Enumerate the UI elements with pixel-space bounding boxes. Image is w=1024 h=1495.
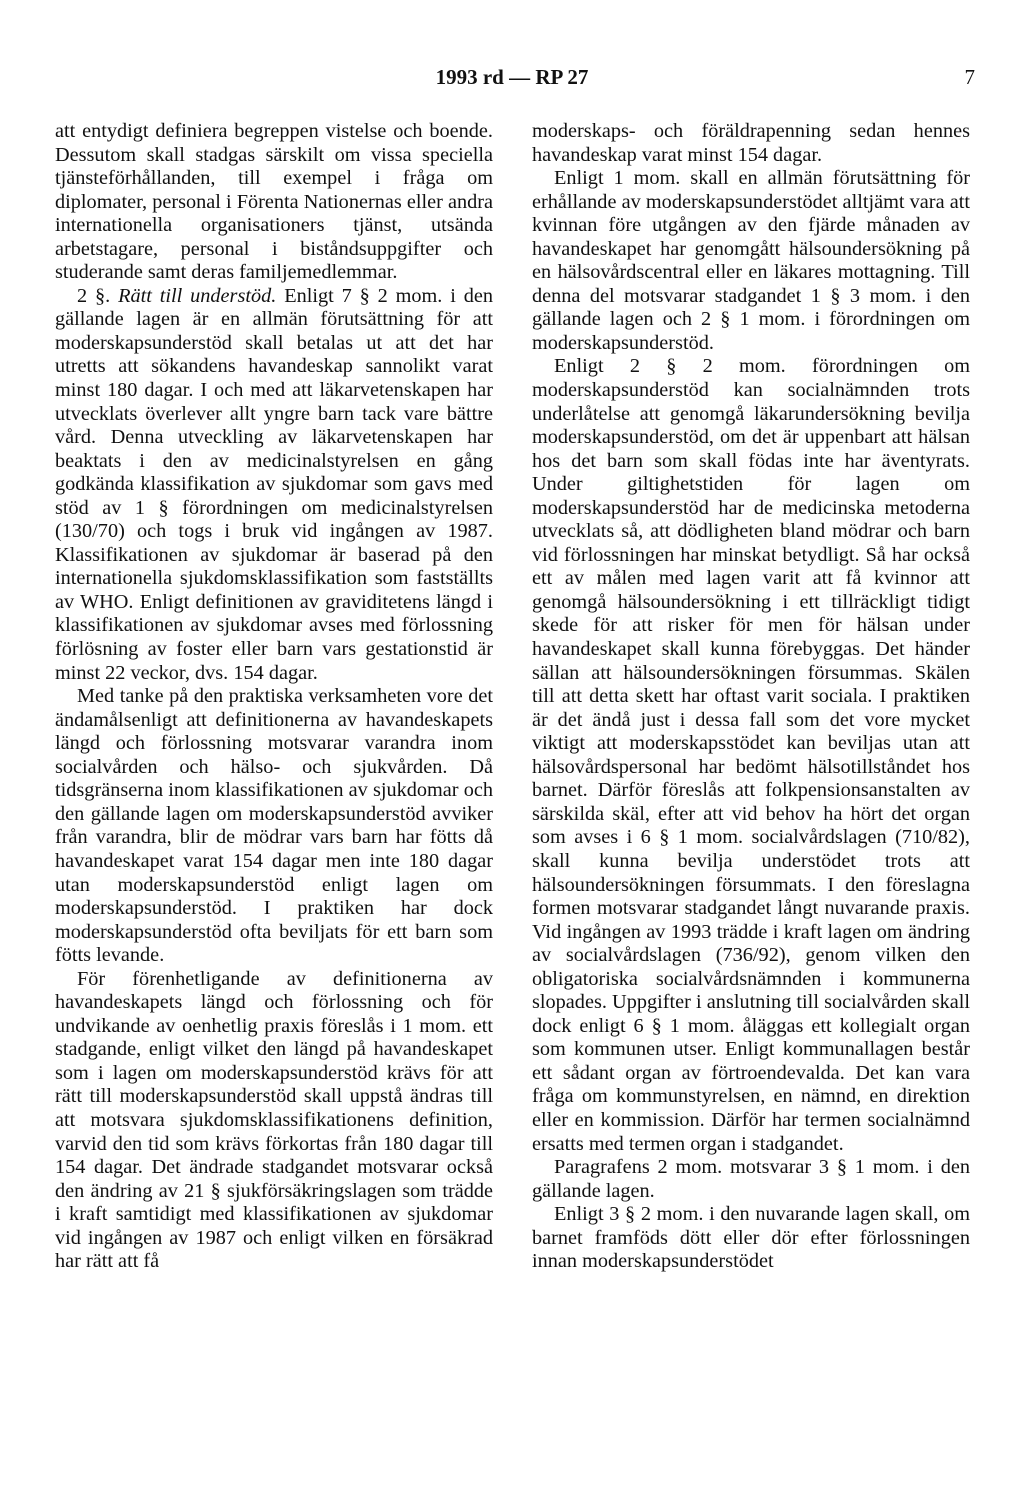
paragraph: För förenhetligande av definitionerna av havandeskapets längd och förlossning och för undvikande av oenhetlig praxis föreslås i 1 mom. ett stadgande, enligt vilket den längd på havandeskapet som i lagen om moderskapsunderstöd krävs för att rätt till moderskapsunderstöd skall uppstå ändras till att motsvara sjukdomsklassifikationens definition, varvid den tid som krävs förkortas från 180 dagar till 154 dagar. Det ändrade stadgandet motsvarar också den ändring av 21 § sjukförsäkringslagen som trädde i kraft samtidigt med klassifikationen av sjukdomar vid ingången av 1987 och enligt vilken en försäkrad har rätt att få [55,967,493,1273]
section-heading: Rätt till understöd. [118,284,277,307]
paragraph: att entydigt definiera begreppen vistelse och boende. Dessutom skall stadgas särskilt om vissa speciella tjänsteförhållanden, till exempel i fråga om diplomater, personal i Förenta Nationernas eller andra internationella organisationers tjänst, utsända arbetstagare, personal i biståndsuppgifter och studerande samt deras familjemedlemmar. [55,120,493,284]
paragraph: Enligt 1 mom. skall en allmän förutsättning för erhållande av moderskapsunderstödet alltjämt vara att kvinnan före utgången av den fjärde månaden av havandeskapet har genomgått hälsoundersökning på en hälsovårdscentral eller en läkares mottagning. Till denna del motsvarar stadgandet 1 § 3 mom. i den gällande lagen och 2 § 1 mom. i förordningen om moderskapsunderstöd. [532,167,970,354]
right-column [532,120,970,1274]
left-column [55,120,493,1274]
paragraph: Paragrafens 2 mom. motsvarar 3 § 1 mom. i den gällande lagen. [532,1156,970,1202]
paragraph: Med tanke på den praktiska verksamheten vore det ändamålsenligt att definitionerna av havandeskapets längd och förlossning motsvarar varandra inom socialvården och hälso- och sjukvården. Då tidsgränserna inom klassifikationen av sjukdomar och den gällande lagen om moderskapsunderstöd avviker från varandra, blir de mödrar vars barn har fötts då havandeskapet varat 154 dagar men inte 180 dagar utan moderskapsunderstöd enligt lagen om moderskapsunderstöd. I praktiken har dock moderskapsunderstöd ofta beviljats för ett barn som fötts levande. [55,685,493,967]
running-header-title: 1993 rd — RP 27 [435,65,589,89]
paragraph: moderskaps- och föräldrapenning sedan hennes havandeskap varat minst 154 dagar. [532,120,970,166]
section-number: 2 §. [77,284,111,307]
page-number: 7 [964,65,975,89]
section-paragraph-2 [55,285,493,685]
paragraph: Enligt 2 § 2 mom. förordningen om moderskapsunderstöd kan socialnämnden trots underlåtelse att genomgå läkarundersökning bevilja moderskapsunderstöd, om det är uppenbart att hälsan hos det barn som skall födas inte har äventyrats. Under giltighetstiden för lagen om moderskapsunderstöd har de medicinska metoderna utvecklats så, att dödligheten bland mödrar och barn vid förlossningen har minskat betydligt. Så har också ett av målen med lagen varit att få kvinnor att genomgå hälsoundersökning i ett tillräckligt tidigt skede för att risker för men för hälsan under havandeskapet skall kunna förebyggas. Det händer sällan att hälsoundersökningen försummas. Skälen till att detta skett har oftast varit sociala. I praktiken är det ändå just i dessa fall som det vore mycket viktigt att moderskapsstödet kan beviljas utan att hälsovårdspersonal har bedömt hälsotillståndet hos barnet. Därför föreslås att folkpensionsanstalten av särskilda skäl, efter att vid behov ha hört det organ som avses i 6 § 1 mom. socialvårdslagen (710/82), skall kunna bevilja understödet trots att hälsoundersökningen försummats. I den föreslagna formen motsvarar stadgandet långt nuvarande praxis. Vid ingången av 1993 trädde i kraft lagen om ändring av socialvårdslagen (736/92), genom vilken den obligatoriska socialvårdsnämnden i kommunerna slopades. Uppgifter i anslutning till socialvården skall dock enligt 6 § 1 mom. åläggas ett kollegialt organ som kommunen utser. Enligt kommunallagen består ett sådant organ av förtroendevalda. Det kan vara fråga om kommunstyrelsen, en nämnd, en direktion eller en kommission. Därför har termen socialnämnd ersatts med termen organ i stadgandet. [532,355,970,1155]
paragraph: Enligt 3 § 2 mom. i den nuvarande lagen skall, om barnet framföds dött eller dör efter förlossningen innan moderskapsunderstödet [532,1203,970,1273]
page-header [0,62,1024,92]
section-text: Enligt 7 § 2 mom. i den gällande lagen är en allmän förutsättning för att moderskapsunderstöd skall betalas ut att det har utretts att sökandens havandeskap sannolikt varat minst 180 dagar. I och med att läkarvetenskapen har utvecklats överlever allt yngre barn tack vare bättre vård. Denna utveckling av läkarvetenskapen har beaktats i den av medicinalstyrelsen en gång godkända klassifikation av sjukdomar som gavs med stöd av 1 § förordningen om medicinalstyrelsen (130/70) och togs i bruk vid ingången av 1987. Klassifikationen av sjukdomar är baserad på den internationella sjukdomsklassifikation som fastställts av WHO. Enligt definitionen av graviditetens längd i klassifikationen av sjukdomar avses med förlossning förlösning av foster eller barn vars gestationstid är minst 22 veckor, dvs. 154 dagar. [55,284,493,684]
